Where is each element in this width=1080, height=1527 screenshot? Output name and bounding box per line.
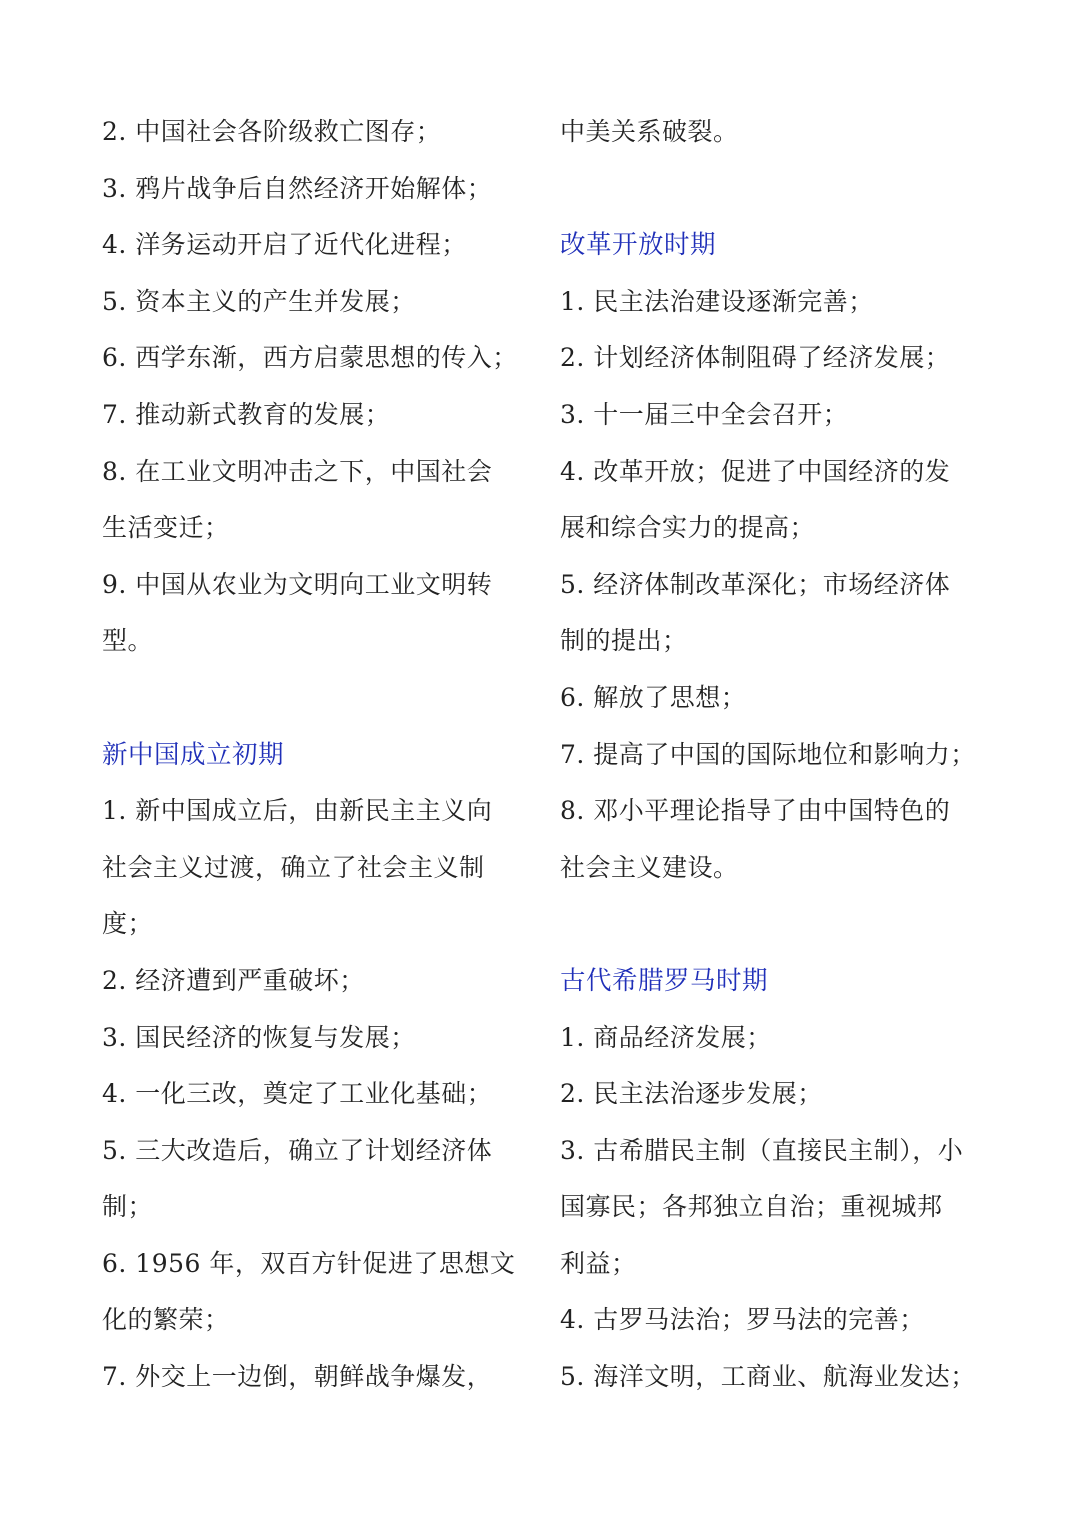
text-line: 生活变迁； <box>102 513 230 543</box>
text-line: 2. 计划经济体制阻碍了经济发展； <box>560 343 951 373</box>
text-line: 制； <box>102 1192 154 1222</box>
text-line: 5. 资本主义的产生并发展； <box>102 286 416 316</box>
text-line: 8. 邓小平理论指导了由中国特色的 <box>560 796 951 826</box>
text-line: 型。 <box>102 626 154 656</box>
text-line: 5. 经济体制改革深化；市场经济体 <box>560 569 951 599</box>
text-line: 度； <box>102 909 154 939</box>
section-heading-reform-opening: 改革开放时期 <box>560 230 717 261</box>
text-line: 展和综合实力的提高； <box>560 513 816 543</box>
text-line: 国寡民；各邦独立自治；重视城邦 <box>560 1192 943 1222</box>
text-line: 3. 古希腊民主制（直接民主制），小 <box>560 1135 964 1165</box>
text-line: 7. 推动新式教育的发展； <box>102 399 391 429</box>
text-line: 3. 国民经济的恢复与发展； <box>102 1022 416 1052</box>
text-line: 制的提出； <box>560 626 688 656</box>
text-line: 2. 经济遭到严重破坏； <box>102 965 365 995</box>
section-heading-new-china: 新中国成立初期 <box>102 739 285 770</box>
text-line: 3. 鸦片战争后自然经济开始解体； <box>102 173 493 203</box>
spacer <box>102 670 532 727</box>
spacer <box>560 896 1000 953</box>
text-line: 7. 提高了中国的国际地位和影响力； <box>560 739 976 769</box>
text-line: 中美关系破裂。 <box>560 117 739 146</box>
text-line: 5. 三大改造后，确立了计划经济体 <box>102 1135 493 1165</box>
text-line: 5. 海洋文明，工商业、航海业发达； <box>560 1362 976 1392</box>
text-line: 4. 一化三改，奠定了工业化基础； <box>102 1079 493 1109</box>
text-line: 6. 1956 年，双百方针促进了思想文 <box>102 1248 516 1278</box>
spacer <box>560 161 1000 218</box>
left-column <box>102 104 532 1406</box>
section-heading-greece-rome: 古代希腊罗马时期 <box>560 965 769 996</box>
text-line: 利益； <box>560 1248 637 1278</box>
text-line: 社会主义过渡，确立了社会主义制 <box>102 852 485 882</box>
text-line: 化的繁荣； <box>102 1305 230 1335</box>
text-line: 2. 中国社会各阶级救亡图存； <box>102 117 442 146</box>
right-column <box>560 104 1000 1406</box>
text-line: 1. 民主法治建设逐渐完善； <box>560 286 874 316</box>
text-line: 9. 中国从农业为文明向工业文明转 <box>102 569 493 599</box>
text-line: 1. 商品经济发展； <box>560 1022 772 1052</box>
text-line: 7. 外交上一边倒，朝鲜战争爆发， <box>102 1362 493 1392</box>
text-line: 4. 洋务运动开启了近代化进程； <box>102 230 467 260</box>
text-line: 2. 民主法治逐步发展； <box>560 1079 823 1109</box>
text-line: 8. 在工业文明冲击之下，中国社会 <box>102 456 493 486</box>
text-line: 1. 新中国成立后，由新民主主义向 <box>102 796 493 826</box>
text-line: 6. 解放了思想； <box>560 682 747 712</box>
text-line: 社会主义建设。 <box>560 852 739 882</box>
text-line: 4. 古罗马法治；罗马法的完善； <box>560 1305 925 1335</box>
text-line: 3. 十一届三中全会召开； <box>560 399 849 429</box>
text-line: 6. 西学东渐，西方启蒙思想的传入； <box>102 343 518 373</box>
text-line: 4. 改革开放；促进了中国经济的发 <box>560 456 951 486</box>
